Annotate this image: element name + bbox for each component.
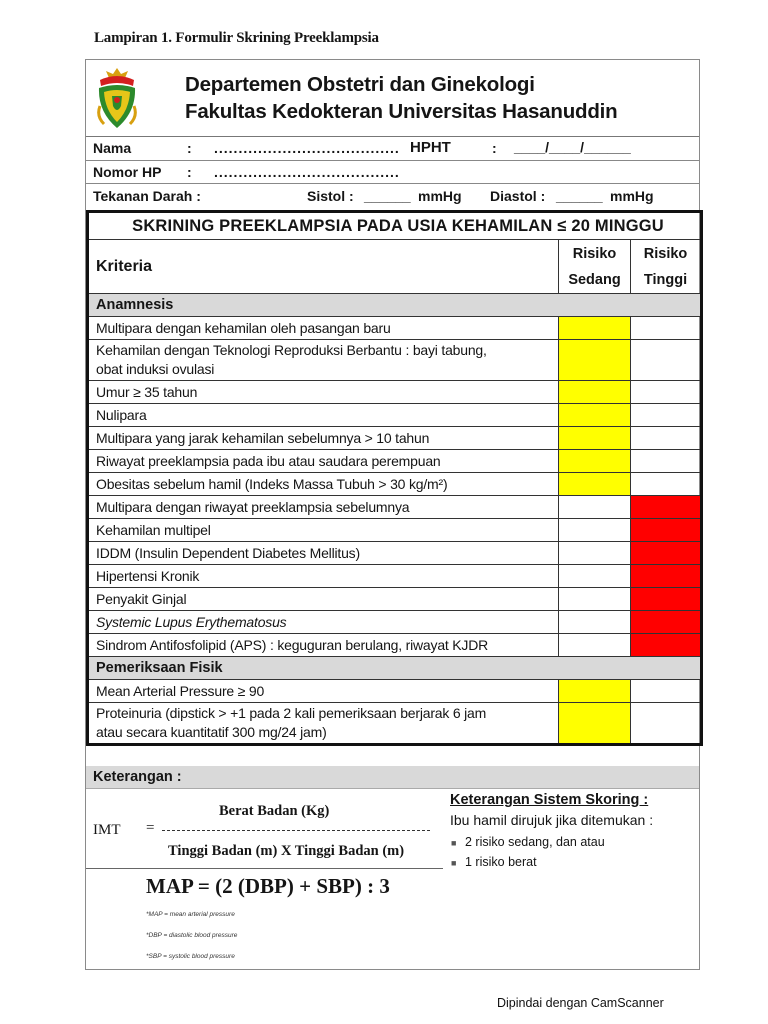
bullet-icon: ■ <box>451 838 457 848</box>
table-row <box>88 680 702 703</box>
divider <box>86 868 443 869</box>
high-risk-cell[interactable] <box>631 473 702 496</box>
high-risk-cell[interactable] <box>631 404 702 427</box>
phone-row <box>86 161 699 184</box>
table-row <box>88 450 702 473</box>
phone-colon: : <box>187 164 192 180</box>
scoring-title: Keterangan Sistem Skoring : <box>450 792 649 808</box>
high-risk-cell[interactable] <box>631 450 702 473</box>
criterion-text: Obesitas sebelum hamil (Indeks Massa Tubuh > 30 kg/m²) <box>88 473 559 496</box>
moderate-risk-cell[interactable] <box>559 381 631 404</box>
name-label: Nama <box>93 140 132 156</box>
moderate-risk-cell[interactable] <box>559 542 631 565</box>
moderate-risk-cell[interactable] <box>559 473 631 496</box>
blood-pressure-label: Tekanan Darah : <box>93 188 201 204</box>
footnote-sbp: *SBP = systolic blood pressure <box>146 953 235 960</box>
diastolic-label: Diastol : <box>490 188 546 204</box>
high-risk-cell[interactable] <box>631 565 702 588</box>
moderate-risk-cell[interactable] <box>559 680 631 703</box>
criterion-text: Nulipara <box>88 404 559 427</box>
criterion-text: Penyakit Ginjal <box>88 588 559 611</box>
blood-pressure-row <box>86 184 699 209</box>
table-row <box>88 565 702 588</box>
systolic-unit: mmHg <box>418 188 462 204</box>
moderate-risk-cell[interactable] <box>559 317 631 340</box>
phone-field[interactable]: ...................................... <box>214 164 400 180</box>
table-row <box>88 496 702 519</box>
systolic-field[interactable]: ______ <box>364 188 411 204</box>
table-row <box>88 519 702 542</box>
criterion-text: IDDM (Insulin Dependent Diabetes Mellitus) <box>88 542 559 565</box>
bullet-icon: ■ <box>451 858 457 868</box>
name-colon: : <box>187 140 192 156</box>
criterion-text: Mean Arterial Pressure ≥ 90 <box>88 680 559 703</box>
table-row <box>88 611 702 634</box>
moderate-risk-cell[interactable] <box>559 496 631 519</box>
criterion-text: Multipara dengan kehamilan oleh pasangan baru <box>88 317 559 340</box>
imt-denominator: Tinggi Badan (m) X Tinggi Badan (m) <box>168 843 405 859</box>
moderate-risk-cell[interactable] <box>559 565 631 588</box>
high-risk-cell[interactable] <box>631 634 702 657</box>
criterion-text: Systemic Lupus Erythematosus <box>88 611 559 634</box>
hpht-label: HPHT <box>410 139 451 156</box>
criterion-text: Proteinuria (dipstick > +1 pada 2 kali pemeriksaan berjarak 6 jam atau secara kuantitatif 300 mg/24 jam) <box>88 703 559 745</box>
name-field[interactable]: ...................................... <box>214 140 400 156</box>
scanner-watermark: Dipindai dengan CamScanner <box>497 996 664 1010</box>
criterion-text: Hipertensi Kronik <box>88 565 559 588</box>
footnote-dbp: *DBP = diastolic blood pressure <box>146 932 238 939</box>
moderate-risk-cell[interactable] <box>559 634 631 657</box>
table-row <box>88 381 702 404</box>
screening-table <box>86 210 703 746</box>
moderate-risk-header: Risiko Sedang <box>559 240 631 294</box>
table-row <box>88 634 702 657</box>
high-risk-header: Risiko Tinggi <box>631 240 702 294</box>
screening-title: SKRINING PREEKLAMPSIA PADA USIA KEHAMILAN ≤ 20 MINGGU <box>88 212 702 240</box>
diastolic-unit: mmHg <box>610 188 654 204</box>
imt-numerator: Berat Badan (Kg) <box>219 803 330 819</box>
footnote-map: *MAP = mean arterial pressure <box>146 911 235 918</box>
high-risk-cell[interactable] <box>631 519 702 542</box>
fraction-line <box>162 830 430 831</box>
hpht-field[interactable]: ____/____/______ <box>514 139 631 155</box>
criterion-text: Kehamilan multipel <box>88 519 559 542</box>
section-anamnesis: Anamnesis <box>88 294 702 317</box>
table-row <box>88 317 702 340</box>
high-risk-cell[interactable] <box>631 340 702 381</box>
moderate-risk-cell[interactable] <box>559 404 631 427</box>
moderate-risk-cell[interactable] <box>559 519 631 542</box>
high-risk-cell[interactable] <box>631 427 702 450</box>
section-physical-exam: Pemeriksaan Fisik <box>88 657 702 680</box>
screening-form <box>85 59 700 970</box>
high-risk-cell[interactable] <box>631 680 702 703</box>
moderate-risk-cell[interactable] <box>559 611 631 634</box>
moderate-risk-cell[interactable] <box>559 450 631 473</box>
high-risk-cell[interactable] <box>631 588 702 611</box>
keterangan-label: Keterangan : <box>93 769 182 785</box>
high-risk-cell[interactable] <box>631 703 702 745</box>
scoring-item: ■ 1 risiko berat <box>451 855 537 869</box>
high-risk-cell[interactable] <box>631 381 702 404</box>
moderate-risk-cell[interactable] <box>559 427 631 450</box>
high-risk-cell[interactable] <box>631 496 702 519</box>
hpht-colon: : <box>492 140 497 156</box>
moderate-risk-cell[interactable] <box>559 703 631 745</box>
criterion-text: Multipara yang jarak kehamilan sebelumnya > 10 tahun <box>88 427 559 450</box>
high-risk-cell[interactable] <box>631 611 702 634</box>
imt-label: IMT <box>93 822 121 838</box>
university-logo <box>94 66 140 132</box>
systolic-label: Sistol : <box>307 188 354 204</box>
diastolic-field[interactable]: ______ <box>556 188 603 204</box>
criterion-text: Multipara dengan riwayat preeklampsia sebelumnya <box>88 496 559 519</box>
department-title: Departemen Obstetri dan Ginekologi <box>185 73 535 96</box>
criteria-header: Kriteria <box>88 240 559 294</box>
scoring-item: ■ 2 risiko sedang, dan atau <box>451 835 605 849</box>
name-row <box>86 137 699 161</box>
criterion-text: Riwayat preeklampsia pada ibu atau saudara perempuan <box>88 450 559 473</box>
form-header <box>86 60 699 137</box>
imt-equals: = <box>146 820 155 836</box>
criterion-text: Sindrom Antifosfolipid (APS) : keguguran berulang, riwayat KJDR <box>88 634 559 657</box>
high-risk-cell[interactable] <box>631 542 702 565</box>
table-row <box>88 588 702 611</box>
table-row <box>88 427 702 450</box>
criterion-text: Umur ≥ 35 tahun <box>88 381 559 404</box>
criterion-text: Kehamilan dengan Teknologi Reproduksi Berbantu : bayi tabung, obat induksi ovulasi <box>88 340 559 381</box>
table-row <box>88 542 702 565</box>
phone-label: Nomor HP <box>93 164 162 180</box>
table-row <box>88 404 702 427</box>
table-row <box>88 473 702 496</box>
scoring-description: Ibu hamil dirujuk jika ditemukan : <box>450 812 654 828</box>
high-risk-cell[interactable] <box>631 317 702 340</box>
moderate-risk-cell[interactable] <box>559 588 631 611</box>
page-heading: Lampiran 1. Formulir Skrining Preeklampsia <box>94 30 379 46</box>
keterangan-bar <box>86 766 699 789</box>
map-formula: MAP = (2 (DBP) + SBP) : 3 <box>146 874 390 898</box>
moderate-risk-cell[interactable] <box>559 340 631 381</box>
table-row <box>88 340 702 381</box>
faculty-title: Fakultas Kedokteran Universitas Hasanuddin <box>185 100 618 123</box>
table-row <box>88 703 702 745</box>
